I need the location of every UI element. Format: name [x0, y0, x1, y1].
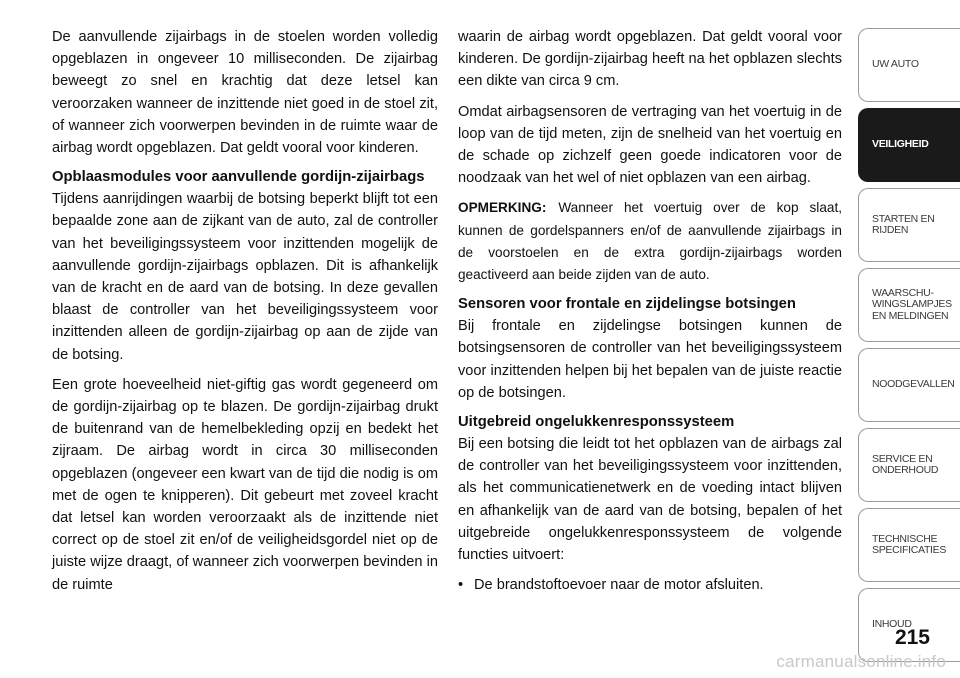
- page-number: 215: [894, 626, 930, 649]
- bullet-icon: •: [458, 577, 464, 594]
- note-text: Wanneer het voertuig over de kop slaat, kunnen de gordelspanners en/of de aanvullende zijairbags in de voorstoelen en de extra gordijn-zijairbags worden geactiveerd aan beide zijden van de auto.: [458, 200, 842, 283]
- heading-enhanced-accident-response: Uitgebreid ongelukkenresponssysteem: [458, 414, 735, 431]
- tab-inhoud[interactable]: INHOUD: [858, 588, 960, 662]
- bullet-text: De brandstoftoevoer naar de motor afsluiten.: [474, 577, 764, 594]
- paragraph-seat-side-airbags: De aanvullende zijairbags in de stoelen worden volledig opgeblazen in ongeveer 10 milliseconden. De zijairbag beweegt zo snel en krachtig dat deze letsel kan veroorzaken wanneer de inzittende niet goed in de stoel zit, of wanneer zich voorwerpen bevinden in de ruimte waar de airbag wordt opgeblazen. Dat geldt vooral voor kinderen.: [52, 29, 438, 157]
- paragraph-gas-generation: Een grote hoeveelheid niet-giftig gas wordt gegeneerd om de gordijn-zijairbag op te blazen. De gordijn-zijairbag drukt de buitenrand van de hemelbekleding opzij en bedekt het zijraam. De airbag wordt in circa 30 milliseconden opgeblazen (ongeveer een kwart van de tijd die nodig is om met de ogen te knipperen). Dit gebeurt met zoveel kracht dat letsel kan worden veroorzaakt als de inzittende niet correct op de stoel zit en/of de veiligheidsgordel niet op de juiste wijze draagt, of wanneer zich voorwerpen bevinden in de ruimte: [52, 376, 438, 593]
- right-column: [458, 26, 842, 596]
- tab-veiligheid[interactable]: VEILIGHEID: [858, 108, 960, 182]
- note-block: [458, 197, 842, 286]
- watermark: carmanualsonline.info: [776, 652, 946, 671]
- tab-waarschuwingslampjes[interactable]: WAARSCHU- WINGSLAMPJES EN MELDINGEN: [858, 268, 960, 342]
- paragraph-enhanced-accident-response: Bij een botsing die leidt tot het opblazen van de airbags zal de controller van het beveiligingssysteem voor inzittenden, als het communicatienetwerk en de voeding intact blijven en afhankelijk van de aard van de botsing, bepalen of het uitgebreide ongelukkenresponssysteem de volgende functies uitvoert:: [458, 436, 842, 564]
- tab-service-en-onderhoud[interactable]: SERVICE EN ONDERHOUD: [858, 428, 960, 502]
- heading-collision-sensors: Sensoren voor frontale en zijdelingse botsingen: [458, 296, 796, 313]
- paragraph-curtain-airbag-deploy: Tijdens aanrijdingen waarbij de botsing beperkt blijft tot een bepaalde zone aan de zijkant van de auto, zal de controller van het beveiligingssysteem voor inzittenden mogelijk de aanvullende gordijn-zijairbags opblazen. Dit is afhankelijk van de kracht en de aard van de botsing. In deze gevallen blaast de controller van het beveiligingssysteem voor inzittenden alleen de gordijn-zijairbag op aan de zijde van de botsing.: [52, 191, 438, 363]
- tab-uw-auto[interactable]: UW AUTO: [858, 28, 960, 102]
- tab-noodgevallen[interactable]: NOODGEVALLEN: [858, 348, 960, 422]
- paragraph-airbag-thickness: waarin de airbag wordt opgeblazen. Dat geldt vooral voor kinderen. De gordijn-zijairbag heeft na het opblazen slechts een dikte van circa 9 cm.: [458, 29, 842, 90]
- left-column: [52, 26, 438, 604]
- paragraph-collision-sensors: Bij frontale en zijdelingse botsingen kunnen de botsingsensoren de controller van het beveiligingssysteem voor inzittenden helpen bij het bepalen van de juiste reactie op de botsingen.: [458, 318, 842, 401]
- note-label: OPMERKING:: [458, 200, 547, 216]
- heading-curtain-airbag-modules: Opblaasmodules voor aanvullende gordijn-zijairbags: [52, 169, 425, 186]
- tab-technische-specificaties[interactable]: TECHNISCHE SPECIFICATIES: [858, 508, 960, 582]
- paragraph-airbag-sensors: Omdat airbagsensoren de vertraging van het voertuig in de loop van de tijd meten, zijn de snelheid van het voertuig en de schade op zichzelf geen goede indicatoren voor de noodzaak van het wel of niet opblazen van een airbag.: [458, 103, 842, 187]
- chapter-tabs: [858, 28, 960, 668]
- bullet-item: [458, 574, 842, 596]
- tab-starten-en-rijden[interactable]: STARTEN EN RIJDEN: [858, 188, 960, 262]
